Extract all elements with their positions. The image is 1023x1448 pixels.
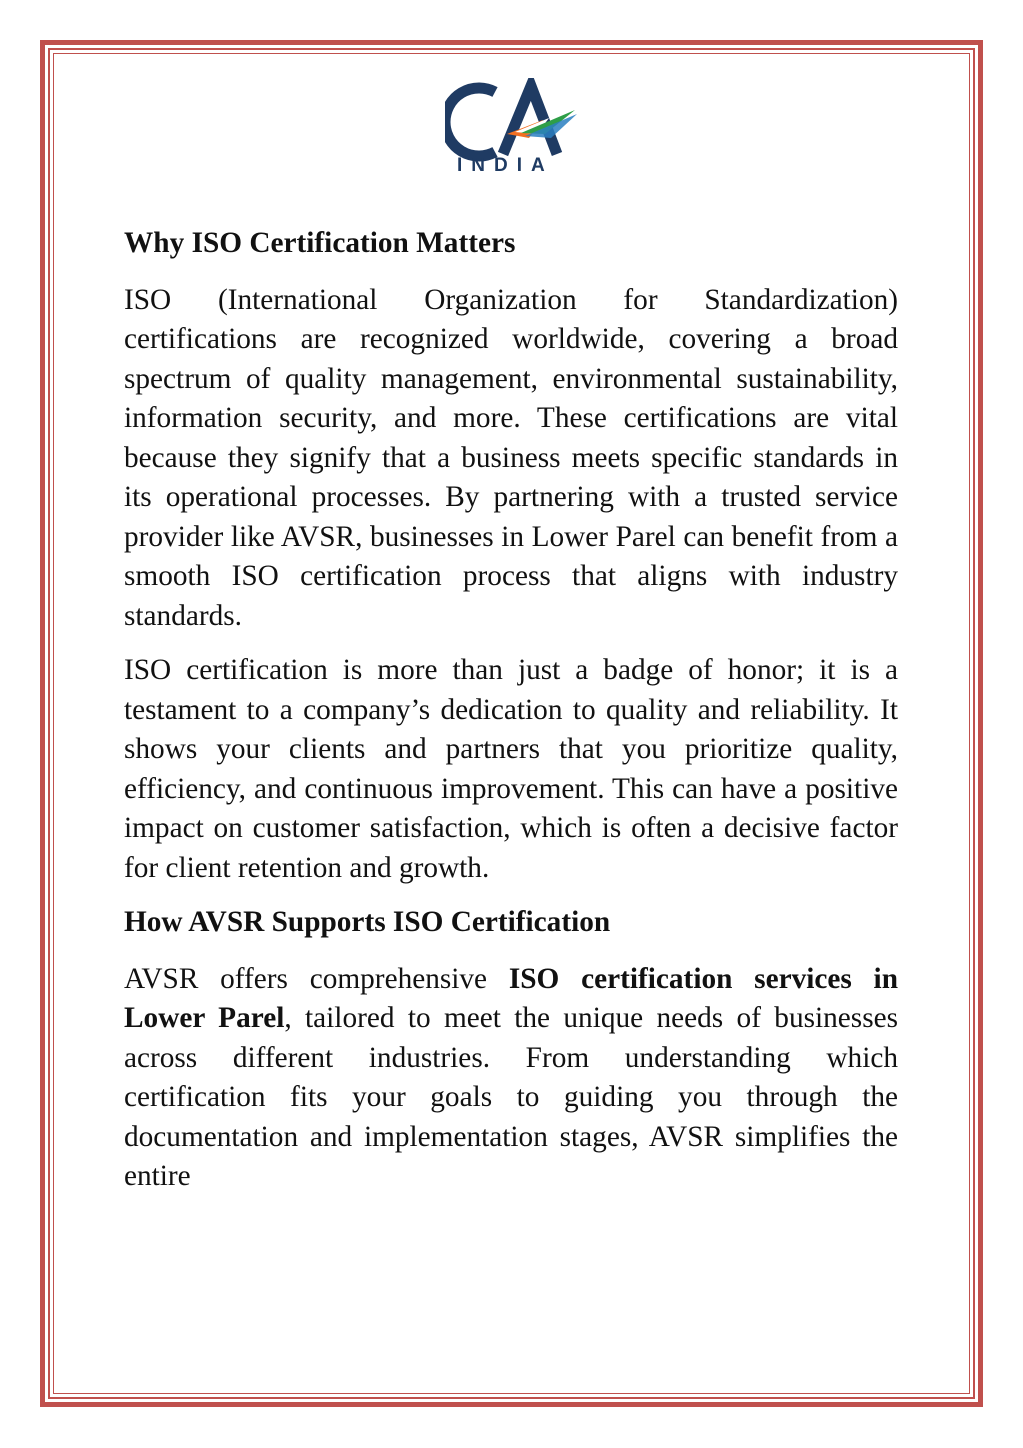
paragraph-iso-value: ISO certification is more than just a badge of honor; it is a testament to a company’s dedication to quality and reliability. It shows your clients and partners that you prioritize quality, efficiency, and continuous improvement. This can have a positive impact on customer satisfaction, which is often a decisive factor for client retention and growth.	[124, 654, 898, 884]
logo-subtitle: INDIA	[457, 155, 554, 176]
section-heading-why-iso: Why ISO Certification Matters	[124, 227, 516, 259]
paragraph-text-before: AVSR offers comprehensive	[124, 962, 509, 995]
paragraph-iso-overview: ISO (International Organization for Standardization) certifications are recognized worldwide, covering a broad spectrum of quality management, environmental sustainability, information security, and more. These certifications are vital because they signify that a business meets specific standards in its operational processes. By partnering with a trusted service provider like AVSR, businesses in Lower Parel can benefit from a smooth ISO certification process that aligns with industry standards.	[124, 283, 898, 632]
paragraph-avsr-services	[124, 960, 898, 1197]
logo-letter-a	[503, 86, 557, 154]
paragraph-bold-services: ISO certification services in Lower Parel	[124, 962, 898, 1034]
document-body	[124, 224, 898, 1212]
logo-letter-c	[445, 88, 495, 156]
paragraph-text-after: , tailored to meet the unique needs of businesses across different industries. From understanding which certification fits your goals to guiding you through the documentation and implementation stages, AVSR simplifies the entire	[124, 1002, 899, 1192]
section-heading-avsr-support: How AVSR Supports ISO Certification	[124, 906, 611, 938]
